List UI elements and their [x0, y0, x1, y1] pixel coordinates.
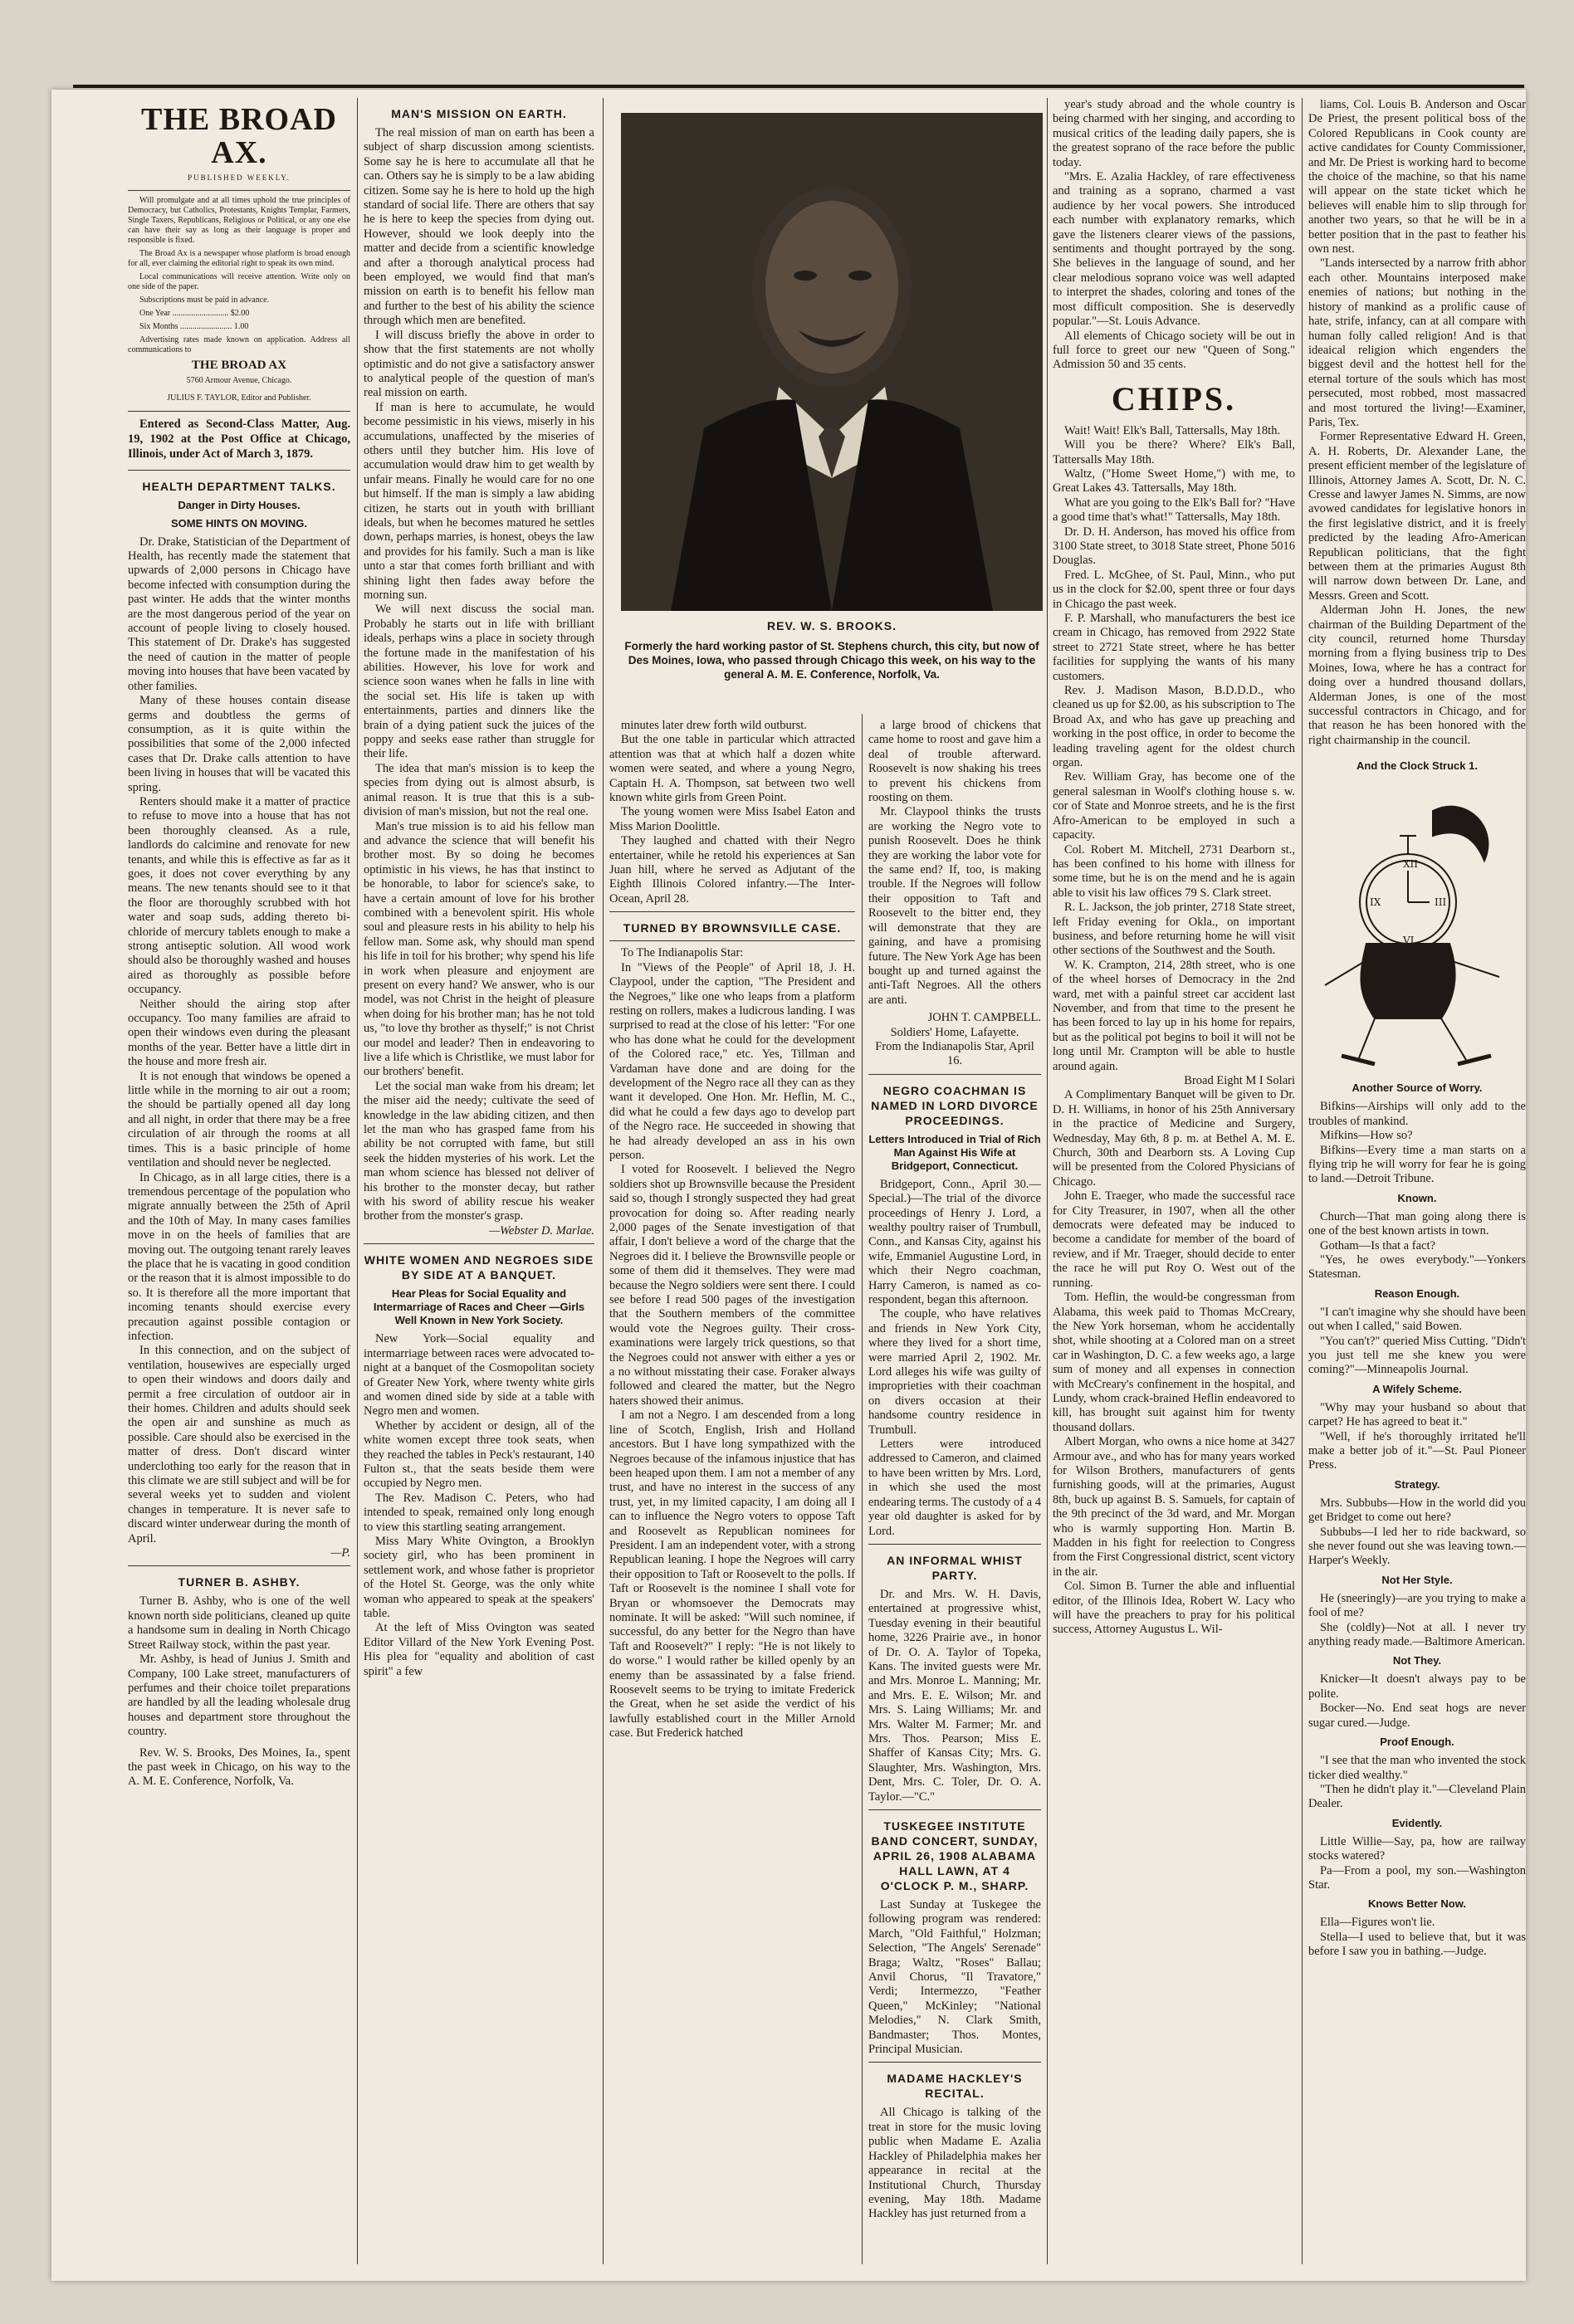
- joke-line: Subbubs—I led her to ride backward, so she never found out she was leaving town.—Harper's Weekly.: [1308, 1525, 1526, 1568]
- divider: [128, 470, 350, 471]
- paragraph: I will discuss briefly the above in order to show that the first statements are not wholly optimistic and do not give a satisfactory answer to analytical people of the question of man's real mission on earth.: [364, 328, 594, 400]
- column-divider: [1302, 98, 1303, 2264]
- joke-title: Known.: [1397, 1191, 1437, 1204]
- paragraph: I voted for Roosevelt. I believed the Negro soldiers shot up Brownsville because the President said so, though I strongly suspected they had great provocation for doing so. After reading nearly 2,000 pages of the Senate investigation of that affair, I don't believe a word of the charge that the Negroes did it. I believe the Brownsville people or some of them did it themselves. They were mad because the Negro soldiers were sent there. I could see before I read 500 pages of the investigation that the Southern members of the committee would vote the Negroes guilty. Their cross-examinations were largely trick questions, so that the Negroes could not answer with either a yes or a no without misstating their case. Foraker always followed and cleared the matter, but the Negro haters showed their animus.: [609, 1163, 855, 1408]
- joke-line: "I can't imagine why she should have been out when I called," said Bowen.: [1308, 1305, 1526, 1334]
- headline-health: HEALTH DEPARTMENT TALKS.: [142, 479, 336, 493]
- paragraph: Man's true mission is to aid his fellow man and advance the science that will benefit his brother most. By so doing he becomes optimistic in his views, he has that instinct to be honorable, to labor for science's sake, to have a certain amount of love for his brother combined with a benevolent spirit. His whole soul and pleasure rests in his ability to help his fellow man. Some ask, why should man spend his life in toil for his brother; why spend his life in work when pleasure and enjoyment are present on every hand? We answer, who is our model, was not Christ in the height of pleasure when doing for his brother man; has he not told us, "to love thy brother as thyself;" is not Christ our model and leader? Then in endeavoring to live a life which is Christlike, we must labor for our brothers' benefit.: [364, 819, 594, 1079]
- joke-title: Knows Better Now.: [1368, 1897, 1466, 1911]
- chip-item: Fred. L. McGhee, of St. Paul, Minn., who put us in the clock for $2.00, spent three or four days in Chicago the past week.: [1053, 568, 1295, 611]
- joke-line: He (sneeringly)—are you trying to make a fool of me?: [1308, 1591, 1526, 1620]
- paragraph: Many of these houses contain disease germs and doubtless the germs of consumption, as it is quite within the possibilities that some of the 2,000 infected cases that Dr. Drake calls attention to have been living in houses that will be vacated this spring.: [128, 694, 350, 794]
- masthead-notice: Local communications will receive attention. Write only on one side of the paper.: [128, 272, 350, 292]
- signature-place: Soldiers' Home, Lafayette.: [890, 1025, 1019, 1039]
- paragraph: Miss Mary White Ovington, a Brooklyn society girl, who has been prominent in settlement work, and whose father is proprietor of the Hotel St. George, was the only white woman who appeared to speak at the speakers' table.: [364, 1534, 594, 1620]
- photo-caption: Formerly the hard working pastor of St. Stephens church, this city, but now of Des Moines, Iowa, who passed through Chicago this week, on his way to the general A. M. E. Conference, Norfolk, Va.: [624, 640, 1039, 681]
- paragraph: We will next discuss the social man. Probably he starts out in life with brilliant ideals, perhaps wins a place in society through the fortune made in the manifestation of his abilities. However, his love for work and science soon wanes when he falls in line with the social set. His life is taken up with entertainments, parties and dinners like the brain of a dying patient suck the juices of the poppy and seeks ease rather than struggle for their life.: [364, 603, 594, 761]
- masthead-notice: Will promulgate and at all times uphold the true principles of Democracy, but Catholics, Protestants, Knights Templar, Farmers, Single Taxers, Republicans, Religious or Political, or any one else can have their say as long as their language is proper and responsible is fixed.: [128, 196, 350, 246]
- joke-line: "Well, if he's thoroughly irritated he'll make a better job of it."—St. Paul Pioneer Press.: [1308, 1429, 1526, 1472]
- column-divider: [1047, 98, 1048, 2264]
- column-3: [609, 719, 855, 2264]
- joke-line: "Yes, he owes everybody."—Yonkers Statesman.: [1308, 1252, 1526, 1282]
- paragraph: Let the social man wake from his dream; let the miser aid the needy; cultivate the seed of knowledge in the law abiding citizen, and then let the man who has grasped fame from his ability be not corrupted with fame, but still seek the hidden mysteries of his work. Let the man whom science has blessed not deliver of his brother to the monster decay, but rather with his sword of ability rescue his weaker brother from the monster's grasp.: [364, 1079, 594, 1223]
- chip-item: Will you be there? Where? Elk's Ball, Tattersalls May 18th.: [1053, 438, 1295, 466]
- subhead: SOME HINTS ON MOVING.: [171, 516, 307, 530]
- paragraph: Mr. Ashby, is head of Junius J. Smith and Company, 100 Lake street, manufacturers of perfumes and their choice toilet preparations are handled by all the leading wholesale drug houses and department store throughout the country.: [128, 1653, 350, 1739]
- paragraph: The couple, who have relatives and friends in New York City, where they lived for a short time, were married April 2, 1902. Mr. Lord alleges his wife was guilty of improprieties with their coachman on divers occasion at their handsome country residence in Trumbull.: [868, 1307, 1041, 1437]
- paragraph: Letters were introduced addressed to Cameron, and claimed to have been written by Mrs. Lord, in which she used the most endearing terms. The custody of a 4 year old daughter is asked for by Lord.: [868, 1438, 1041, 1538]
- address-name: THE BROAD AX: [191, 359, 287, 373]
- headline-chips: CHIPS.: [1111, 379, 1237, 417]
- column-2: [364, 98, 594, 2264]
- subhead: Hear Pleas for Social Equality and Intermarriage of Races and Cheer —Girls Well Known in New York Society.: [373, 1287, 585, 1327]
- paragraph: a large brood of chickens that came home to roost and gave him a deal of trouble afterward. Roosevelt is now shaking his trees to prevent his chickens from roosting on them.: [868, 719, 1041, 805]
- headline-ashby: TURNER B. ASHBY.: [178, 1575, 301, 1589]
- signature: —Webster D. Marlae.: [489, 1223, 594, 1238]
- advertising-note: Advertising rates made known on application. Address all communications to: [128, 335, 350, 355]
- paragraph: At the left of Miss Ovington was seated Editor Villard of the New York Evening Post. His plea for "equality and abolition of cast spirit" a few: [364, 1621, 594, 1678]
- paragraph: The Rev. Madison C. Peters, who had intended to speak, remained only long enough to view this startling seating arrangement.: [364, 1491, 594, 1534]
- paragraph: They laughed and chatted with their Negro entertainer, while he retold his experiences at San Juan hill, where he served as Adjutant of the Eighth Illinois Colored infantry.—The Inter-Ocean, April 28.: [609, 834, 855, 906]
- paragraph: Alderman John H. Jones, the new chairman of the Building Department of the city council, returned home Thursday morning from a flying business trip to Des Moines, Iowa, where he has a contract for doing over a hundred thousand dollars, Alderman Jones, is one of the most successful contractors in Chicago, and for that reason he has been honored with the right chairmanship in the council.: [1308, 603, 1526, 747]
- paragraph: Last Sunday at Tuskegee the following program was rendered: March, "Old Faithful," Holzman; Selection, "The Angels' Serenade" Braga; Waltz, "Roses" Ballau; Anvil Chorus, "Il Travatore," Verdi; Intermezzo, "Feather Queen," McKinley; "National Melodies," N. Clark Smith, Bandmaster; Thos. Montes, Principal Musician.: [868, 1898, 1041, 2057]
- chip-item: Wait! Wait! Elk's Ball, Tattersalls, May 18th.: [1064, 423, 1281, 437]
- svg-text:III: III: [1435, 896, 1447, 909]
- column-1: [128, 98, 350, 2264]
- joke-line: "Why may your husband so about that carpet? He has agreed to beat it.": [1308, 1400, 1526, 1429]
- paragraph: Mr. Claypool thinks the trusts are working the Negro vote to punish Roosevelt. Does he think they are working the labor vote for the same end? If, too, is making trouble. If the Negroes will follow their opposition to Taft and Roosevelt to the bitter end, they will demonstrate that they are gaining, and have a promising future. The New York Age has been bought up and turned against the anti-Taft Negroes. All the others are anti.: [868, 805, 1041, 1007]
- chip-item: Col. Robert M. Mitchell, 2731 Dearborn st., has been confined to his home with illness for some time, but he is on the mend and he is again able to visit his law offices 79 S. Clark street.: [1053, 842, 1295, 900]
- joke-line: Bifkins—Airships will only add to the troubles of mankind.: [1308, 1100, 1526, 1128]
- masthead-title: THE BROAD AX.: [141, 102, 337, 170]
- paragraph: "Lands intersected by a narrow frith abhor each other. Mountains interposed make enemies of nations; but nothing in the history of mankind as a prolific cause of hate, strife, infancy, can at all compare with human folly called religion! And is that ideaical religion which engenders the biggest devil and the hottest hell for the eternal torture of the souls which has most persecuted, most robbed, most massacred and most tortured the living!—Examiner, Paris, Tex.: [1308, 256, 1526, 429]
- chip-item: Broad Eight M I Solari: [1184, 1074, 1295, 1087]
- paragraph: The idea that man's mission is to keep the species from dying out is almost absurb, is animal reason. It is true that this is a sub-division of man's mission, but not the real one.: [364, 761, 594, 819]
- svg-text:VI: VI: [1403, 935, 1415, 947]
- column-6: [1308, 98, 1526, 2264]
- chip-item: Rev. J. Madison Mason, B.D.D.D., who cleaned us up for $2.00, as his subscription to The Broad Ax, and who has gave up preaching and working in the post office, in order to become the leading traveling agent for the oldest church organ.: [1053, 684, 1295, 770]
- joke-line: Stella—I used to believe that, but it was before I saw you in bathing.—Judge.: [1308, 1930, 1526, 1959]
- joke-title: Evidently.: [1391, 1816, 1443, 1829]
- svg-text:IX: IX: [1370, 896, 1381, 909]
- joke-line: Mrs. Subbubs—How in the world did you get Bridget to come out here?: [1308, 1496, 1526, 1525]
- joke-line: Little Willie—Say, pa, how are railway stocks watered?: [1308, 1834, 1526, 1863]
- column-divider: [603, 98, 604, 2264]
- divider: [609, 911, 855, 912]
- chip-item: Waltz, ("Home Sweet Home,") with me, to Great Lakes 43. Tattersalls, May 18th.: [1053, 466, 1295, 496]
- joke-line: Gotham—Is that a fact?: [1320, 1238, 1435, 1252]
- divider: [364, 1243, 594, 1244]
- joke-line: "Then he didn't play it."—Cleveland Plain Dealer.: [1308, 1782, 1526, 1811]
- divider: [128, 190, 350, 191]
- headline-mission: MAN'S MISSION ON EARTH.: [391, 107, 567, 120]
- paragraph: The young women were Miss Isabel Eaton and Miss Marion Doolittle.: [609, 805, 855, 833]
- entered-notice: Entered as Second-Class Matter, Aug. 19, 1902 at the Post Office at Chicago, Illinois, under Act of March 3, 1879.: [128, 417, 350, 461]
- paragraph: All Chicago is talking of the treat in store for the music loving public when Madame E. Azalia Hackley of Philadelphia makes her appearance in recital at the Institutional Church, Thursday evening, May 18th. Madame Hackley has just returned from a: [868, 2106, 1041, 2221]
- paragraph: The real mission of man on earth has been a subject of sharp discussion among scientists. Some say he is here to accumulate all that he can. Others say he is simply to be a law abiding citizen. Some say he is here to hold up the high standard of social life. There are others that say he is here to keep the species from dying out. However, should we look deeply into the matter and decide from a scientific knowledge and after a thorough analytical process had been employed, we would find that man's mission on earth is to benefit his fellow man and further to the best of his ability the science through which men are benefited.: [364, 126, 594, 328]
- address: 5760 Armour Avenue, Chicago.: [186, 375, 292, 385]
- divider: [609, 940, 855, 941]
- subhead: Danger in Dirty Houses.: [178, 498, 301, 511]
- column-5: [1053, 98, 1295, 2264]
- joke-line: Bifkins—Every time a man starts on a flying trip he will worry for fear he is going to land.—Detroit Tribune.: [1308, 1143, 1526, 1186]
- paragraph: year's study abroad and the whole country is being charmed with her singing, and according to musical critics of the leading daily papers, she is the greatest soprano of the race before the public today.: [1053, 98, 1295, 169]
- paragraph: Dr. Drake, Statistician of the Department of Health, has recently made the statement that upwards of 2,000 persons in Chicago have become infected with consumption during the past winter. He adds that the winter months are the most dangerous period of the year on account of people living to closely housed. This statement of Dr. Drake's has suggested the need of caution in the matter of people moving into houses that have been vacated by other families.: [128, 535, 350, 693]
- joke-line: Knicker—It doesn't always pay to be polite.: [1308, 1672, 1526, 1701]
- editor-line: JULIUS F. TAYLOR, Editor and Publisher.: [167, 393, 311, 403]
- divider: [868, 1544, 1041, 1545]
- paragraph: "Mrs. E. Azalia Hackley, of rare effectiveness and training as a soprano, charmed a vast audience by her vocal powers. She introduced each number with explanatory remarks, which gave the listeners clearer views of the passions, sentiments and thought portrayed by the song. She believes in the language of sound, and her clear melodious soprano voice was well adapted to interpret the shades, coloring and tones of the most difficult composition. She is deservedly popular."—St. Louis Advance.: [1053, 170, 1295, 329]
- portrait-photo: [621, 113, 1043, 611]
- joke-line: Mifkins—How so?: [1320, 1129, 1413, 1143]
- column-divider: [862, 714, 863, 2264]
- subscription-note: Subscriptions must be paid in advance.: [139, 295, 270, 305]
- cartoon-caption: Another Source of Worry.: [1352, 1081, 1483, 1095]
- headline-tuskegee: TUSKEGEE INSTITUTE BAND CONCERT, SUNDAY, APRIL 26, 1908 ALABAMA HALL LAWN, AT 4 O'CLOCK P. M., SHARP.: [871, 1819, 1039, 1892]
- chip-item: Col. Simon B. Turner the able and influential editor, of the Illinois Idea, Robert W. Lacy who will have the preachers to pray for his political success, Attorney Augustus L. Wil-: [1053, 1579, 1295, 1637]
- joke-title: Strategy.: [1394, 1477, 1440, 1491]
- signature-source: From the Indianapolis Star, April 16.: [875, 1039, 1034, 1068]
- divider: [128, 1565, 350, 1566]
- chip-item: Rev. William Gray, has become one of the general salesman in Woolf's clothing house s. w. cor of State and Monroe streets, and he is the first Afro-American to be employed in such a capacity.: [1053, 770, 1295, 842]
- paragraph: Neither should the airing stop after occupancy. Too many families are afraid to open their windows even during the pleasant months of the year. Better have a little dirt in the house and more fresh air.: [128, 997, 350, 1069]
- joke-title: Not Her Style.: [1381, 1573, 1453, 1586]
- paragraph: Former Representative Edward H. Green, A. H. Roberts, Dr. Alexander Lane, the present efficient member of the legislature of Illinois, Attorney James A. Scott, Dr. N. C. Cresse and lawyer James N. Simms, are now avowed candidates for legislative honors in the first legislative district, and it is freely predicted by the leading Afro-American Republican politicians, that the fight between them at the primaries August 8th will narrow down between Dr. Lane, and Messrs. Green and Scott.: [1308, 430, 1526, 603]
- chip-item: Dr. D. H. Anderson, has moved his office from 3100 State street, to 3018 State street, Phone 5016 Douglas.: [1053, 525, 1295, 568]
- paragraph: Dr. and Mrs. W. H. Davis, entertained at progressive whist, Tuesday evening in their beautiful home, 3226 Prairie ave., in honor of Dr. O. A. Taylor of Topeka, Kans. The invited guests were Mr. and Mrs. Monroe L. Manning; Mr. and Mrs. E. E. Wilson; Mr. and Mrs. S. Laing Williams; Mr. and Mrs. Walter M. Farmer; Mr. and Mrs. Thos. Pearson; Miss E. Shaffer of Kansas City; Mrs. G. Slaughter, Mrs. Washington, Mrs. Dent, Mrs. C. Toler, Dr. O. A. Taylor.—"C.": [868, 1587, 1041, 1804]
- clock-cartoon: [1308, 778, 1526, 1077]
- subhead: Letters Introduced in Trial of Rich Man Against His Wife at Bridgeport, Connecticut.: [868, 1132, 1041, 1172]
- paragraph: If man is here to accumulate, he would become pessimistic in his views, miserly in his accumulations, unaffected by the miseries of others until they butcher him. His love of accumulation would draw him to get wealth by unfair means. Finally he would care for no one but himself. If the man is simply a law abiding citizen, he starts out in youth with brilliant ideals, but when he becomes matured he settles down, perhaps marries, is honest, obeys the law and provides for his family. Such a man is like unto a star that comes forth brilliant and with shining light then fades away before the morning sun.: [364, 400, 594, 602]
- cartoon-title: And the Clock Struck 1.: [1356, 759, 1478, 773]
- joke-title: A Wifely Scheme.: [1372, 1382, 1462, 1395]
- divider: [128, 411, 350, 412]
- joke-title: Not They.: [1392, 1654, 1442, 1667]
- masthead-notice: The Broad Ax is a newspaper whose platform is broad enough for all, ever claiming the editorial right to speak its own mind.: [128, 249, 350, 269]
- headline-brownsville: TURNED BY BROWNSVILLE CASE.: [623, 921, 842, 935]
- signature: JOHN T. CAMPBELL.: [927, 1011, 1041, 1025]
- column-4: [868, 719, 1041, 2264]
- paragraph: New York—Social equality and intermarriage between races were advocated to-night at a banquet of the Cosmopolitan society of Greater New York, where twenty white girls and women dined side by side at a table with Negro men and women.: [364, 1332, 594, 1418]
- photo-name: REV. W. S. BROOKS.: [767, 619, 897, 632]
- subscription-rate: Six Months ......................... 1.00: [139, 322, 249, 332]
- chip-item: R. L. Jackson, the job printer, 2718 State street, left Friday evening for Okla., on important business, and before returning home he will visit other sections of the Southwest and the South.: [1053, 901, 1295, 958]
- headline-banquet: WHITE WOMEN AND NEGROES SIDE BY SIDE AT A BANQUET.: [364, 1253, 594, 1282]
- paragraph: Renters should make it a matter of practice to refuse to move into a house that has not been thoroughly cleansed. As a rule, landlords do calcimine and renovate for new tenants, and while this is effective as far as it goes, it does not cover everything by any means. The new tenants should see to it that the floor are thoroughly scrubbed with hot water and soap suds, adding thereto bi-chloride of mercury tablets enough to make a strong antiseptic solution. All wood work should also be thoroughly washed and houses aired as thoroughly as possible before occupancy.: [128, 794, 350, 997]
- joke-line: Ella—Figures won't lie.: [1320, 1916, 1435, 1930]
- svg-text:XII: XII: [1403, 858, 1419, 871]
- headline-lord: NEGRO COACHMAN IS NAMED IN LORD DIVORCE PROCEEDINGS.: [871, 1083, 1039, 1127]
- divider: [868, 2062, 1041, 2063]
- chip-item: F. P. Marshall, who manufacturers the best ice cream in Chicago, has removed from 2922 State street to 2721 State street, where he has better facilities for supplying the wants of his many customers.: [1053, 612, 1295, 683]
- paragraph: Rev. W. S. Brooks, Des Moines, Ia., spent the past week in Chicago, on his way to the A. M. E. Conference, Norfolk, Va.: [128, 1745, 350, 1789]
- chip-item: A Complimentary Banquet will be given to Dr. D. H. Williams, in honor of his 25th Anniversary in the practice of Medicine and Surgery, Wednesday, May 6th, 8 p. m. at Bethel A. M. E. Church, 30th and Dearborn sts. A Loving Cup will be presented from the Colored Physicians of Chicago.: [1053, 1088, 1295, 1189]
- paragraph: All elements of Chicago society will be out in full force to greet our new "Queen of Song." Admission 50 and 35 cents.: [1053, 329, 1295, 372]
- joke-line: Church—That man going along there is one of the best known artists in town.: [1308, 1209, 1526, 1238]
- joke-line: "I see that the man who invented the stock ticker died wealthy.": [1308, 1754, 1526, 1782]
- column-divider: [357, 98, 358, 2264]
- divider: [868, 1809, 1041, 1810]
- paragraph: But the one table in particular which attracted attention was that at which half a dozen white women were seated, and where a young Negro, Captain H. A. Thompson, sat between two well known white girls from Green Point.: [609, 733, 855, 805]
- joke-title: Proof Enough.: [1380, 1736, 1454, 1749]
- paragraph: Whether by accident or design, all of the white women except three took seats, when they reached the tables in Peck's restaurant, 140 Fulton st., that the seats beside them were occupied by Negro men.: [364, 1418, 594, 1491]
- chip-item: W. K. Crampton, 214, 28th street, who is one of the wheel horses of Democracy in the 2nd ward, met with a painful street car accident last November, and from that time to the present he has been forced to lay up in his home for repairs, but as the political pot begins to boil it will not be long until Mr. Crampton will be able to hustle around again.: [1053, 958, 1295, 1073]
- divider: [868, 1074, 1041, 1075]
- paragraph: I am not a Negro. I am descended from a long line of Scotch, English, Irish and Holland ancestors. But I have long sympathized with the Negroes because of the infamous injustice that has been heaped upon them. I am not a member of any trust, and have no interest in the success of any trust, yet, in my limited capacity, I am doing all I can to influence the Negro voters to oppose Taft and Roosevelt as Republican nominees for President. I am an independent voter, with a strong Republican leaning. I hope the Negroes will carry their opposition to Taft or Roosevelt to the polls. If Taft or Roosevelt is the nominee I shall vote for Bryan or whomsoever the Democrats may nominate. It will be asked: "Will such nominee, if successful, do any better for the Negro than have Taft and Roosevelt?" I reply: "He is not likely to do worse." I would rather be killed openly by an enemy than be assassinated by a false friend. Roosevelt seems to be trying to imitate Frederick the Great, when he set aside the verdict of his lawfully established court in the Miller Arnold case. But Frederick hatched: [609, 1409, 855, 1741]
- joke-line: Pa—From a pool, my son.—Washington Star.: [1308, 1863, 1526, 1892]
- paragraph: Turner B. Ashby, who is one of the well known north side politicians, cleaned up quite a handsome sum in dealing in North Chicago Street Railway stock, within the past year.: [128, 1594, 350, 1652]
- top-rule: [73, 85, 1524, 88]
- chip-item: John E. Traeger, who made the successful race for City Treasurer, in 1907, when all the other democrats were defeated may be induced to become a candidate for member of the board of review, and if Mr. Traeger, should decide to enter the race he will put Roy O. West out of the running.: [1053, 1189, 1295, 1290]
- paragraph: In this connection, and on the subject of ventilation, housewives are especially urged to open their windows and doors daily and permit a free circulation of outdoor air in their homes. Children and adults should seek the open air and sunshine as much as possible. Care should also be exercised in the matter of dress. Don't discard winter underclothing too early for the reason that in this climate we are still subject and will be for several weeks yet to sudden and violent changes in temperature. It is never safe to discard winter underwear during the month of April.: [128, 1344, 350, 1545]
- paragraph: Bridgeport, Conn., April 30.—Special.)—The trial of the divorce proceedings of Henry J. Lord, a wealthy poultry raiser of Trumbull, Conn., and Kansas City, against his wife, Emmaniel Augustine Lord, in which their Negro coachman, Harry Cameron, is named as co-respondent, began this afternoon.: [868, 1177, 1041, 1306]
- paragraph: liams, Col. Louis B. Anderson and Oscar De Priest, the present political boss of the Colored Republicans in Cook county are active candidates for County Commissioner, and Mr. De Priest is working hard to become the choice of the machine, so that his name will appear on the state ticket which he believes will enable him to slip through for another two years, so that he will be in a better position that in the past to feather his own nest.: [1308, 98, 1526, 256]
- joke-title: Reason Enough.: [1374, 1286, 1460, 1300]
- chip-item: What are you going to the Elk's Ball for? "Have a good time that's what!" Tattersalls, May 18th.: [1053, 496, 1295, 525]
- masthead-subtitle: PUBLISHED WEEKLY.: [188, 173, 291, 182]
- signature: —P.: [330, 1546, 350, 1560]
- paragraph: In "Views of the People" of April 18, J. H. Claypool, under the caption, "The President and the Negroes," like one who leaps from a platform resting on rollers, makes a ludicrous landing. I was surprised to read at the close of his letter: "For one who has done what he could for the development of the Colored race," etc. Yes, Tillman and Vardaman have done and are doing for the development of the Negro race all they can as they want it developed. One Hon. Mr. Heflin, M. C., did what he could a few days ago to develop part of the Negro race. He succeeded in showing that he had already developed an ass in his own person.: [609, 960, 855, 1162]
- paragraph: In Chicago, as in all large cities, there is a tremendous percentage of the population who migrate annually between the 25th of April and the 10th of May. In many cases families move in on the heels of families that are moving out. The outgoing tenant rarely leaves the place that he is vacating in good condition or the reason that it is almost impossible to do so. It is therefore all the more important that incoming tenants should exercise every precaution against possible contagion or infection.: [128, 1170, 350, 1343]
- joke-line: Bocker—No. End seat hogs are never sugar cured.—Judge.: [1308, 1702, 1526, 1730]
- joke-line: "You can't?" queried Miss Cutting. "Didn't you just tell me she knew you were coming?"—Minneapolis Journal.: [1308, 1334, 1526, 1377]
- subscription-rate: One Year ........................... $2.00: [139, 309, 250, 319]
- paragraph: To The Indianapolis Star:: [621, 946, 744, 960]
- joke-line: She (coldly)—Not at all. I never try anything ready made.—Baltimore American.: [1308, 1620, 1526, 1649]
- headline-hackley: MADAME HACKLEY'S RECITAL.: [887, 2072, 1023, 2101]
- headline-whist: AN INFORMAL WHIST PARTY.: [887, 1553, 1023, 1582]
- chip-item: Tom. Heflin, the would-be congressman from Alabama, this week paid to Thomas McCreary, the New York horseman, whom he accidentally shot, while shooting at a Colored man on a street car in Washington, D. C. a few weeks ago, a large sum of money and all expenses in connection with McCreary's confinement in the hospital, and Lundy, whom crack-brained Heflin endeavored to kill, has brought suit against him for twenty thousand dollars.: [1053, 1291, 1295, 1434]
- paragraph: minutes later drew forth wild outburst.: [621, 719, 807, 732]
- chip-item: Albert Morgan, who owns a nice home at 3427 Armour ave., and who has for many years worked for Wilson Brothers, manufacturers of gents furnishing goods, will at the primaries, August 8th, buck up against B. S. Samuels, for captain of the 9th precinct of the 3d ward, and Mr. Morgan who is warmly supporting Hon. Martin B. Madden in his fight for reelection to Congress from the First Congressional district, scent victory in the air.: [1053, 1435, 1295, 1579]
- paragraph: It is not enough that windows be opened a little while in the morning to air out a room; the should be partially opened all day long and all night, in order that there may be a free circulation of air through the rooms at all times. This is a basic principle of home ventilation and should never be neglected.: [128, 1069, 350, 1170]
